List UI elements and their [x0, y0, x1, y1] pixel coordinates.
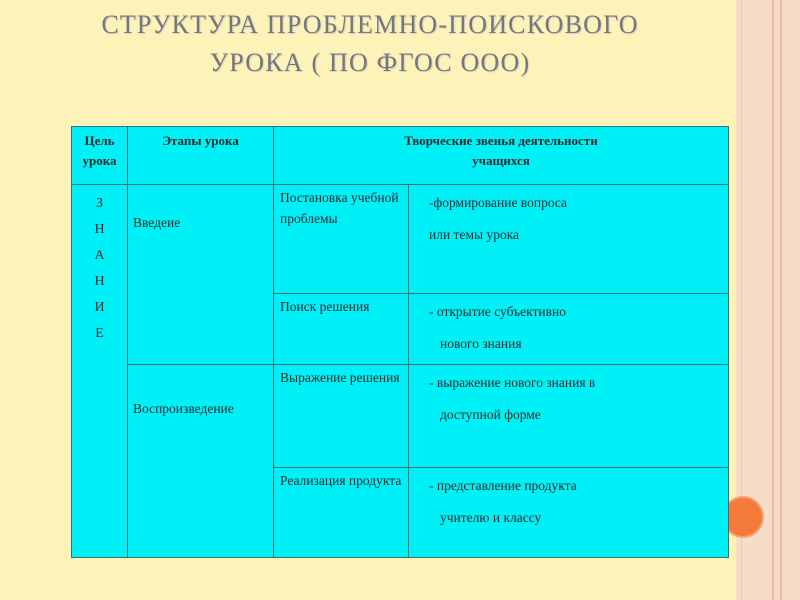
- header-goal-line1: Цель: [84, 133, 115, 148]
- activity-line: учителю и классу: [440, 510, 542, 525]
- goal-letter: З: [95, 196, 103, 211]
- decorative-line: [780, 0, 782, 600]
- activity-line: нового знания: [440, 336, 522, 351]
- goal-letter: Н: [94, 274, 105, 289]
- decorative-orange-circle: [724, 498, 762, 536]
- goal-letter: А: [94, 248, 105, 263]
- goal-letter: И: [94, 300, 105, 315]
- header-creative: [274, 127, 729, 185]
- slide-title: [60, 6, 680, 82]
- decorative-line: [772, 0, 774, 600]
- link-cell: Выражение решения: [274, 365, 409, 468]
- table-header-row: [72, 127, 729, 185]
- header-stages: Этапы урока: [128, 127, 274, 185]
- link-cell: Реализация продукта: [274, 468, 409, 558]
- goal-letter: Е: [95, 326, 104, 341]
- title-line-2: УРОКА ( ПО ФГОС ООО): [209, 48, 531, 77]
- activity-cell: [409, 294, 729, 365]
- activity-line: - выражение нового знания в: [429, 375, 596, 390]
- header-creative-line1: Творческие звенья деятельности: [404, 133, 598, 148]
- link-cell: Поиск решения: [274, 294, 409, 365]
- header-goal: [72, 127, 128, 185]
- goal-letter: Н: [94, 222, 105, 237]
- activity-line: или темы урока: [429, 227, 520, 242]
- table-row: [72, 365, 729, 468]
- stage-intro: Введеие: [128, 185, 274, 365]
- title-line-1: СТРУКТУРА ПРОБЛЕМНО-ПОИСКОВОГО: [101, 10, 639, 39]
- stage-reproduction: Воспроизведение: [128, 365, 274, 558]
- activity-line: - представление продукта: [429, 478, 577, 493]
- activity-cell: [409, 365, 729, 468]
- activity-line: -формирование вопроса: [429, 195, 568, 210]
- lesson-structure-table: [71, 126, 729, 558]
- table-row: [72, 185, 729, 294]
- link-cell: Постановка учебной проблемы: [274, 185, 409, 294]
- activity-line: - открытие субъективно: [429, 304, 566, 319]
- header-goal-line2: урока: [82, 153, 117, 168]
- goal-knowledge-cell: [72, 185, 128, 558]
- activity-cell: [409, 468, 729, 558]
- activity-cell: [409, 185, 729, 294]
- header-creative-line2: учащихся: [472, 153, 530, 168]
- activity-line: доступной форме: [440, 407, 541, 422]
